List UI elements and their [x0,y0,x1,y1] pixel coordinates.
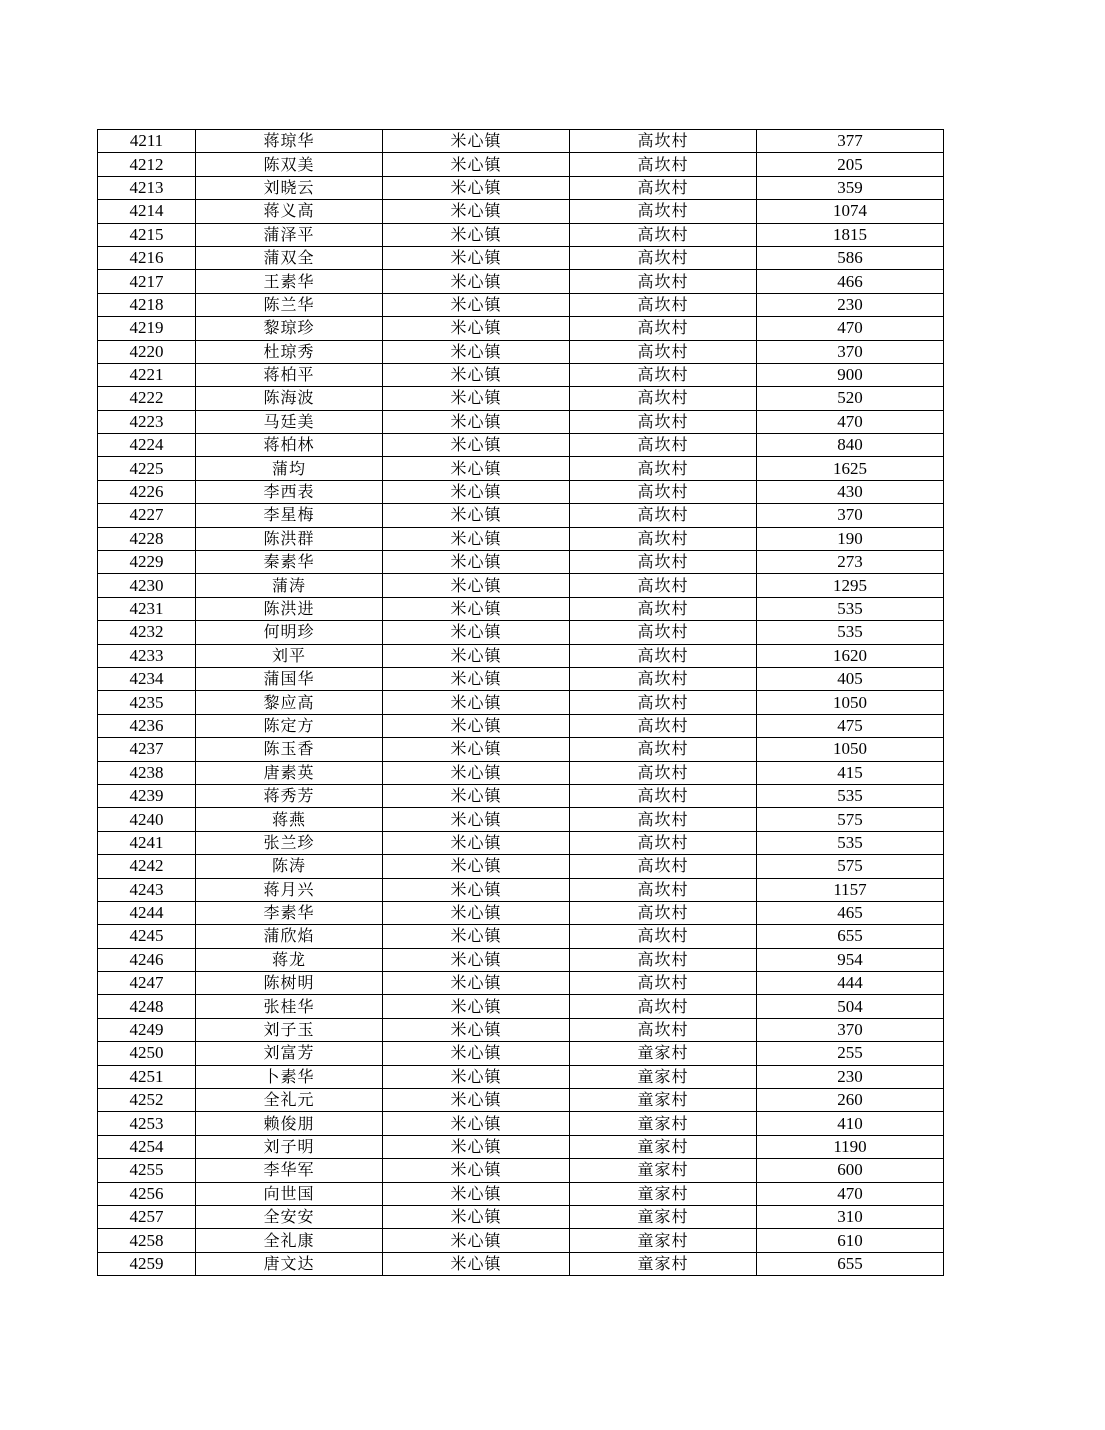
town-cell: 米心镇 [383,1089,570,1112]
row-number-cell: 4247 [98,972,196,995]
town-cell: 米心镇 [383,200,570,223]
village-cell: 高坎村 [570,1018,757,1041]
table-row [98,1252,944,1275]
row-number-cell: 4222 [98,387,196,410]
village-cell: 高坎村 [570,270,757,293]
amount-cell: 535 [757,621,944,644]
town-cell: 米心镇 [383,878,570,901]
name-cell: 蒋秀芳 [196,784,383,807]
village-cell: 高坎村 [570,621,757,644]
village-cell: 高坎村 [570,363,757,386]
table-row [98,340,944,363]
name-cell: 向世国 [196,1182,383,1205]
name-cell: 杜琼秀 [196,340,383,363]
table-row [98,317,944,340]
name-cell: 李华军 [196,1159,383,1182]
amount-cell: 415 [757,761,944,784]
town-cell: 米心镇 [383,153,570,176]
amount-cell: 430 [757,480,944,503]
name-cell: 张兰珍 [196,831,383,854]
village-cell: 童家村 [570,1182,757,1205]
name-cell: 蒋月兴 [196,878,383,901]
village-cell: 高坎村 [570,200,757,223]
name-cell: 陈双美 [196,153,383,176]
row-number-cell: 4219 [98,317,196,340]
table-row [98,831,944,854]
village-cell: 童家村 [570,1112,757,1135]
table-row [98,972,944,995]
name-cell: 唐文达 [196,1252,383,1275]
amount-cell: 444 [757,972,944,995]
village-cell: 高坎村 [570,153,757,176]
row-number-cell: 4227 [98,504,196,527]
records-table [97,129,944,1276]
village-cell: 高坎村 [570,130,757,153]
name-cell: 刘富芳 [196,1042,383,1065]
village-cell: 高坎村 [570,784,757,807]
town-cell: 米心镇 [383,1252,570,1275]
table-row [98,948,944,971]
table-row [98,1159,944,1182]
name-cell: 蒋义高 [196,200,383,223]
table-row [98,761,944,784]
table-row [98,1018,944,1041]
village-cell: 高坎村 [570,223,757,246]
table-row [98,457,944,480]
row-number-cell: 4250 [98,1042,196,1065]
table-row [98,434,944,457]
town-cell: 米心镇 [383,434,570,457]
town-cell: 米心镇 [383,784,570,807]
town-cell: 米心镇 [383,270,570,293]
row-number-cell: 4240 [98,808,196,831]
name-cell: 陈玉香 [196,738,383,761]
amount-cell: 470 [757,1182,944,1205]
amount-cell: 230 [757,1065,944,1088]
row-number-cell: 4234 [98,667,196,690]
town-cell: 米心镇 [383,761,570,784]
amount-cell: 1050 [757,738,944,761]
table-row [98,691,944,714]
amount-cell: 310 [757,1205,944,1228]
town-cell: 米心镇 [383,597,570,620]
town-cell: 米心镇 [383,551,570,574]
town-cell: 米心镇 [383,1112,570,1135]
amount-cell: 1157 [757,878,944,901]
town-cell: 米心镇 [383,1065,570,1088]
row-number-cell: 4226 [98,480,196,503]
village-cell: 高坎村 [570,246,757,269]
table-row [98,1089,944,1112]
town-cell: 米心镇 [383,972,570,995]
row-number-cell: 4233 [98,644,196,667]
table-row [98,200,944,223]
amount-cell: 954 [757,948,944,971]
row-number-cell: 4241 [98,831,196,854]
table-row [98,574,944,597]
village-cell: 童家村 [570,1065,757,1088]
name-cell: 蒲双全 [196,246,383,269]
row-number-cell: 4231 [98,597,196,620]
table-row [98,1229,944,1252]
village-cell: 童家村 [570,1159,757,1182]
row-number-cell: 4214 [98,200,196,223]
row-number-cell: 4244 [98,901,196,924]
village-cell: 高坎村 [570,176,757,199]
table-row [98,153,944,176]
name-cell: 李星梅 [196,504,383,527]
town-cell: 米心镇 [383,1229,570,1252]
name-cell: 王素华 [196,270,383,293]
table-row [98,410,944,433]
village-cell: 高坎村 [570,714,757,737]
table-row [98,808,944,831]
amount-cell: 600 [757,1159,944,1182]
table-row [98,621,944,644]
table-row [98,1205,944,1228]
town-cell: 米心镇 [383,738,570,761]
row-number-cell: 4223 [98,410,196,433]
town-cell: 米心镇 [383,995,570,1018]
amount-cell: 1620 [757,644,944,667]
row-number-cell: 4252 [98,1089,196,1112]
amount-cell: 370 [757,504,944,527]
town-cell: 米心镇 [383,317,570,340]
table-row [98,1112,944,1135]
amount-cell: 255 [757,1042,944,1065]
row-number-cell: 4230 [98,574,196,597]
name-cell: 李西表 [196,480,383,503]
village-cell: 高坎村 [570,644,757,667]
row-number-cell: 4249 [98,1018,196,1041]
town-cell: 米心镇 [383,457,570,480]
row-number-cell: 4243 [98,878,196,901]
row-number-cell: 4211 [98,130,196,153]
town-cell: 米心镇 [383,387,570,410]
town-cell: 米心镇 [383,901,570,924]
amount-cell: 410 [757,1112,944,1135]
row-number-cell: 4218 [98,293,196,316]
row-number-cell: 4216 [98,246,196,269]
name-cell: 卜素华 [196,1065,383,1088]
name-cell: 陈定方 [196,714,383,737]
town-cell: 米心镇 [383,714,570,737]
amount-cell: 1625 [757,457,944,480]
table-row [98,1042,944,1065]
name-cell: 秦素华 [196,551,383,574]
town-cell: 米心镇 [383,480,570,503]
row-number-cell: 4238 [98,761,196,784]
town-cell: 米心镇 [383,1018,570,1041]
town-cell: 米心镇 [383,925,570,948]
village-cell: 高坎村 [570,551,757,574]
amount-cell: 273 [757,551,944,574]
table-row [98,363,944,386]
row-number-cell: 4242 [98,855,196,878]
name-cell: 蒲欣焰 [196,925,383,948]
amount-cell: 610 [757,1229,944,1252]
row-number-cell: 4258 [98,1229,196,1252]
amount-cell: 405 [757,667,944,690]
table-row [98,270,944,293]
row-number-cell: 4215 [98,223,196,246]
amount-cell: 535 [757,597,944,620]
row-number-cell: 4224 [98,434,196,457]
town-cell: 米心镇 [383,363,570,386]
table-row [98,644,944,667]
row-number-cell: 4246 [98,948,196,971]
row-number-cell: 4237 [98,738,196,761]
town-cell: 米心镇 [383,808,570,831]
town-cell: 米心镇 [383,293,570,316]
row-number-cell: 4212 [98,153,196,176]
name-cell: 蒲涛 [196,574,383,597]
town-cell: 米心镇 [383,527,570,550]
table-row [98,1182,944,1205]
village-cell: 高坎村 [570,574,757,597]
name-cell: 陈涛 [196,855,383,878]
table-row [98,293,944,316]
amount-cell: 190 [757,527,944,550]
row-number-cell: 4248 [98,995,196,1018]
village-cell: 童家村 [570,1042,757,1065]
village-cell: 高坎村 [570,667,757,690]
row-number-cell: 4236 [98,714,196,737]
name-cell: 全礼元 [196,1089,383,1112]
name-cell: 蒲均 [196,457,383,480]
amount-cell: 475 [757,714,944,737]
table-row [98,667,944,690]
row-number-cell: 4221 [98,363,196,386]
name-cell: 李素华 [196,901,383,924]
table-row [98,176,944,199]
row-number-cell: 4217 [98,270,196,293]
amount-cell: 840 [757,434,944,457]
amount-cell: 377 [757,130,944,153]
village-cell: 童家村 [570,1089,757,1112]
row-number-cell: 4254 [98,1135,196,1158]
town-cell: 米心镇 [383,340,570,363]
village-cell: 高坎村 [570,434,757,457]
town-cell: 米心镇 [383,621,570,644]
amount-cell: 1190 [757,1135,944,1158]
amount-cell: 260 [757,1089,944,1112]
row-number-cell: 4220 [98,340,196,363]
table-row [98,925,944,948]
village-cell: 高坎村 [570,901,757,924]
table-row [98,1135,944,1158]
table-row [98,246,944,269]
amount-cell: 655 [757,1252,944,1275]
row-number-cell: 4239 [98,784,196,807]
row-number-cell: 4255 [98,1159,196,1182]
village-cell: 童家村 [570,1229,757,1252]
village-cell: 高坎村 [570,527,757,550]
amount-cell: 1815 [757,223,944,246]
name-cell: 全安安 [196,1205,383,1228]
name-cell: 黎应高 [196,691,383,714]
town-cell: 米心镇 [383,691,570,714]
village-cell: 高坎村 [570,410,757,433]
village-cell: 高坎村 [570,738,757,761]
amount-cell: 465 [757,901,944,924]
table-row [98,480,944,503]
row-number-cell: 4256 [98,1182,196,1205]
amount-cell: 370 [757,340,944,363]
name-cell: 蒋柏林 [196,434,383,457]
village-cell: 童家村 [570,1252,757,1275]
name-cell: 刘子玉 [196,1018,383,1041]
amount-cell: 1074 [757,200,944,223]
amount-cell: 655 [757,925,944,948]
village-cell: 高坎村 [570,480,757,503]
amount-cell: 470 [757,317,944,340]
name-cell: 蒲国华 [196,667,383,690]
name-cell: 陈兰华 [196,293,383,316]
name-cell: 蒲泽平 [196,223,383,246]
village-cell: 高坎村 [570,761,757,784]
amount-cell: 205 [757,153,944,176]
name-cell: 马廷美 [196,410,383,433]
amount-cell: 535 [757,831,944,854]
town-cell: 米心镇 [383,176,570,199]
village-cell: 高坎村 [570,387,757,410]
row-number-cell: 4225 [98,457,196,480]
amount-cell: 535 [757,784,944,807]
records-table-body [98,130,944,1276]
name-cell: 蒋柏平 [196,363,383,386]
amount-cell: 575 [757,855,944,878]
village-cell: 童家村 [570,1135,757,1158]
town-cell: 米心镇 [383,1205,570,1228]
table-row [98,995,944,1018]
amount-cell: 575 [757,808,944,831]
table-row [98,527,944,550]
town-cell: 米心镇 [383,831,570,854]
name-cell: 全礼康 [196,1229,383,1252]
village-cell: 高坎村 [570,925,757,948]
amount-cell: 504 [757,995,944,1018]
table-row [98,878,944,901]
name-cell: 张桂华 [196,995,383,1018]
row-number-cell: 4229 [98,551,196,574]
amount-cell: 466 [757,270,944,293]
row-number-cell: 4253 [98,1112,196,1135]
town-cell: 米心镇 [383,410,570,433]
amount-cell: 470 [757,410,944,433]
village-cell: 高坎村 [570,504,757,527]
name-cell: 何明珍 [196,621,383,644]
name-cell: 黎琼珍 [196,317,383,340]
table-row [98,223,944,246]
table-row [98,387,944,410]
amount-cell: 1295 [757,574,944,597]
table-row [98,130,944,153]
amount-cell: 370 [757,1018,944,1041]
table-row [98,738,944,761]
row-number-cell: 4232 [98,621,196,644]
town-cell: 米心镇 [383,130,570,153]
town-cell: 米心镇 [383,667,570,690]
table-row [98,901,944,924]
village-cell: 高坎村 [570,831,757,854]
town-cell: 米心镇 [383,1042,570,1065]
town-cell: 米心镇 [383,1159,570,1182]
name-cell: 蒋燕 [196,808,383,831]
table-row [98,551,944,574]
name-cell: 蒋琼华 [196,130,383,153]
name-cell: 陈洪群 [196,527,383,550]
amount-cell: 1050 [757,691,944,714]
village-cell: 高坎村 [570,691,757,714]
town-cell: 米心镇 [383,644,570,667]
amount-cell: 900 [757,363,944,386]
town-cell: 米心镇 [383,574,570,597]
row-number-cell: 4213 [98,176,196,199]
table-row [98,504,944,527]
name-cell: 陈洪进 [196,597,383,620]
town-cell: 米心镇 [383,1135,570,1158]
table-row [98,784,944,807]
amount-cell: 230 [757,293,944,316]
amount-cell: 359 [757,176,944,199]
amount-cell: 586 [757,246,944,269]
village-cell: 高坎村 [570,995,757,1018]
village-cell: 高坎村 [570,878,757,901]
village-cell: 童家村 [570,1205,757,1228]
name-cell: 唐素英 [196,761,383,784]
town-cell: 米心镇 [383,504,570,527]
row-number-cell: 4228 [98,527,196,550]
village-cell: 高坎村 [570,340,757,363]
table-row [98,855,944,878]
village-cell: 高坎村 [570,808,757,831]
village-cell: 高坎村 [570,457,757,480]
row-number-cell: 4245 [98,925,196,948]
name-cell: 赖俊朋 [196,1112,383,1135]
town-cell: 米心镇 [383,1182,570,1205]
table-row [98,1065,944,1088]
town-cell: 米心镇 [383,223,570,246]
village-cell: 高坎村 [570,972,757,995]
village-cell: 高坎村 [570,293,757,316]
village-cell: 高坎村 [570,855,757,878]
row-number-cell: 4257 [98,1205,196,1228]
name-cell: 刘平 [196,644,383,667]
table-row [98,597,944,620]
town-cell: 米心镇 [383,855,570,878]
table-row [98,714,944,737]
name-cell: 陈海波 [196,387,383,410]
name-cell: 刘子明 [196,1135,383,1158]
village-cell: 高坎村 [570,317,757,340]
name-cell: 刘晓云 [196,176,383,199]
name-cell: 蒋龙 [196,948,383,971]
village-cell: 高坎村 [570,597,757,620]
name-cell: 陈树明 [196,972,383,995]
town-cell: 米心镇 [383,246,570,269]
village-cell: 高坎村 [570,948,757,971]
town-cell: 米心镇 [383,948,570,971]
row-number-cell: 4235 [98,691,196,714]
row-number-cell: 4259 [98,1252,196,1275]
row-number-cell: 4251 [98,1065,196,1088]
amount-cell: 520 [757,387,944,410]
